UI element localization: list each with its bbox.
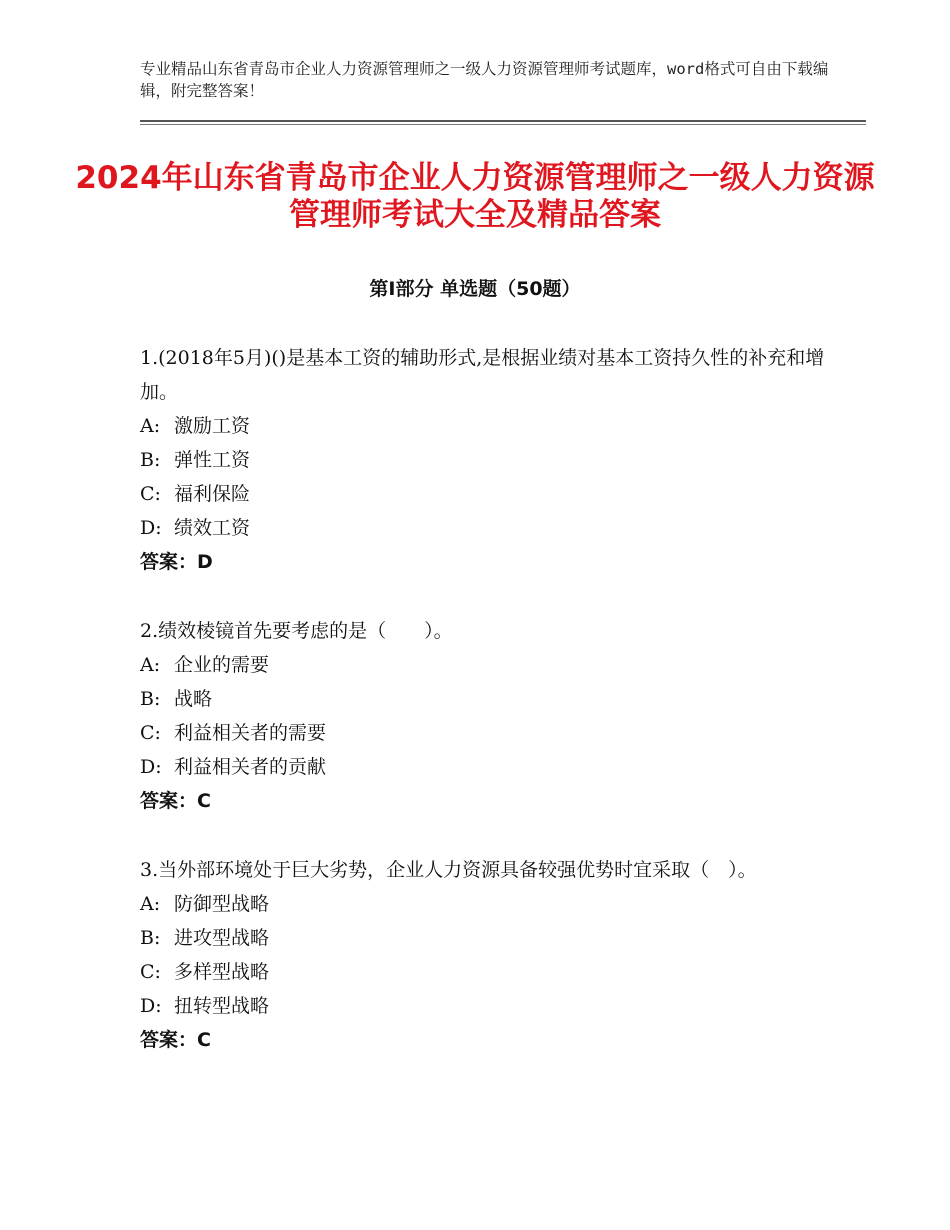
option-key: B:	[140, 927, 161, 949]
section-title: 第Ⅰ部分 单选题（50题）	[369, 278, 581, 300]
option-text: 进攻型战略	[174, 927, 270, 949]
option-key: A:	[140, 654, 161, 676]
option-text: 激励工资	[174, 415, 251, 437]
option-text: 扭转型战略	[174, 995, 270, 1017]
option-d	[140, 989, 840, 1023]
option-text: 防御型战略	[174, 893, 270, 915]
option-key: D:	[140, 995, 162, 1017]
option-b	[140, 921, 840, 955]
option-key: C:	[140, 722, 161, 744]
header-divider	[140, 120, 866, 126]
header-divider-thin	[140, 124, 866, 125]
question-text: 3.当外部环境处于巨大劣势，企业人力资源具备较强优势时宜采取（ ）。	[140, 859, 757, 881]
answer: 答案：D	[140, 551, 213, 573]
option-key: D:	[140, 517, 162, 539]
header-divider-thick	[140, 120, 866, 122]
option-a	[140, 409, 840, 443]
option-b	[140, 682, 840, 716]
question-text: 2.绩效棱镜首先要考虑的是（ ）。	[140, 620, 453, 642]
option-key: A:	[140, 415, 161, 437]
option-key: A:	[140, 893, 161, 915]
answer: 答案：C	[140, 790, 211, 812]
option-d	[140, 750, 840, 784]
question-3	[140, 853, 840, 1057]
header-note: 专业精品山东省青岛市企业人力资源管理师之一级人力资源管理师考试题库，word格式可自由下载编辑，附完整答案！	[140, 60, 829, 100]
option-key: B:	[140, 688, 161, 710]
option-text: 绩效工资	[174, 517, 251, 539]
option-key: D:	[140, 756, 162, 778]
document-title: 2024年山东省青岛市企业人力资源管理师之一级人力资源管理师考试大全及精品答案	[75, 160, 875, 233]
option-text: 弹性工资	[174, 449, 251, 471]
option-key: B:	[140, 449, 161, 471]
option-text: 福利保险	[174, 483, 251, 505]
question-1	[140, 341, 840, 579]
option-text: 战略	[174, 688, 213, 710]
option-text: 多样型战略	[174, 961, 270, 983]
question-2	[140, 614, 840, 818]
answer: 答案：C	[140, 1029, 211, 1051]
option-c	[140, 955, 840, 989]
option-a	[140, 648, 840, 682]
option-b	[140, 443, 840, 477]
question-text: 1.(2018年5月)()是基本工资的辅助形式,是根据业绩对基本工资持久性的补充和增加。	[140, 347, 825, 403]
option-text: 利益相关者的需要	[174, 722, 327, 744]
option-c	[140, 477, 840, 511]
option-key: C:	[140, 961, 161, 983]
option-text: 企业的需要	[174, 654, 270, 676]
option-text: 利益相关者的贡献	[174, 756, 327, 778]
option-d	[140, 511, 840, 545]
option-a	[140, 887, 840, 921]
option-c	[140, 716, 840, 750]
option-key: C:	[140, 483, 161, 505]
